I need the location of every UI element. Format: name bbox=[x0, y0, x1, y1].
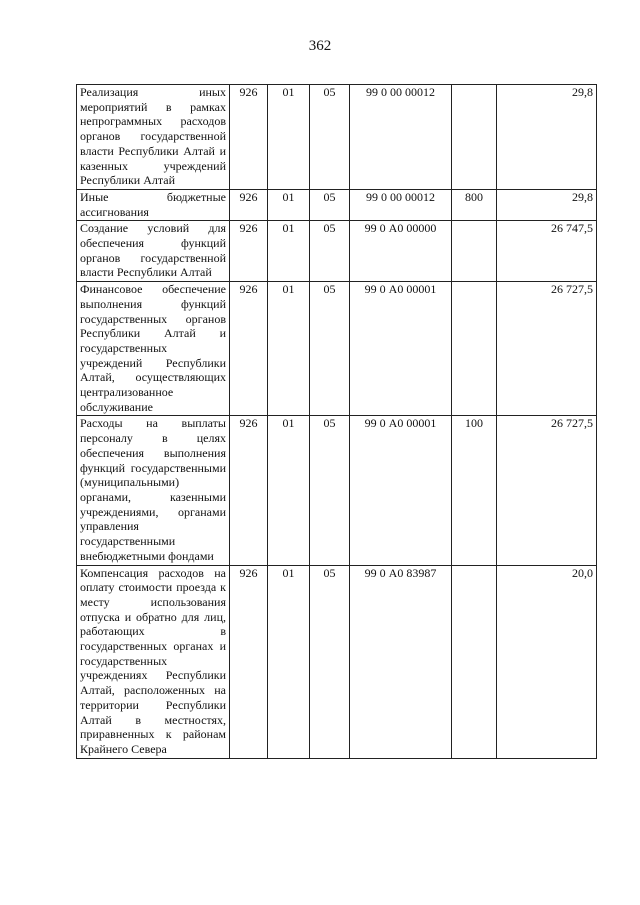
row-target-item-code: 99 0 00 00012 bbox=[350, 189, 452, 220]
row-subsection-code: 05 bbox=[310, 282, 350, 416]
table-row bbox=[77, 221, 597, 282]
row-target-item-code: 99 0 А0 00001 bbox=[350, 282, 452, 416]
row-grbs-code: 926 bbox=[230, 221, 268, 282]
row-target-item-code: 99 0 А0 83987 bbox=[350, 565, 452, 758]
row-grbs-code: 926 bbox=[230, 565, 268, 758]
row-amount: 29,8 bbox=[497, 85, 597, 190]
table-row bbox=[77, 189, 597, 220]
row-subsection-code: 05 bbox=[310, 189, 350, 220]
row-expense-type-code bbox=[452, 85, 497, 190]
row-section-code: 01 bbox=[268, 282, 310, 416]
row-amount: 26 727,5 bbox=[497, 282, 597, 416]
row-target-item-code: 99 0 А0 00001 bbox=[350, 416, 452, 565]
row-subsection-code: 05 bbox=[310, 416, 350, 565]
row-subsection-code: 05 bbox=[310, 565, 350, 758]
row-target-item-code: 99 0 А0 00000 bbox=[350, 221, 452, 282]
row-subsection-code: 05 bbox=[310, 85, 350, 190]
row-grbs-code: 926 bbox=[230, 85, 268, 190]
row-subsection-code: 05 bbox=[310, 221, 350, 282]
row-expense-type-code bbox=[452, 282, 497, 416]
row-section-code: 01 bbox=[268, 85, 310, 190]
row-grbs-code: 926 bbox=[230, 189, 268, 220]
row-name: Реализация иных мероприятий в рамках непрограммных расходов органов государственной власти Республики Алтай и казенных учреждений Республики Алтай bbox=[77, 85, 230, 190]
table-row bbox=[77, 565, 597, 758]
row-amount: 26 747,5 bbox=[497, 221, 597, 282]
page-number: 362 bbox=[308, 38, 332, 54]
row-name: Иные бюджетные ассигнования bbox=[77, 189, 230, 220]
table-row bbox=[77, 416, 597, 565]
row-expense-type-code bbox=[452, 565, 497, 758]
row-section-code: 01 bbox=[268, 221, 310, 282]
table-row bbox=[77, 85, 597, 190]
row-amount: 20,0 bbox=[497, 565, 597, 758]
table-row bbox=[77, 282, 597, 416]
row-expense-type-code: 800 bbox=[452, 189, 497, 220]
row-amount: 26 727,5 bbox=[497, 416, 597, 565]
row-section-code: 01 bbox=[268, 565, 310, 758]
row-amount: 29,8 bbox=[497, 189, 597, 220]
row-name: Компенсация расходов на оплату стоимости проезда к месту использования отпуска и обратно для лиц, работающих в государственных органах и государственных учреждениях Республики Алтай, расположенных на территории Республики Алтай в местностях, приравненных к районам Крайнего Севера bbox=[77, 565, 230, 758]
budget-table bbox=[76, 84, 597, 759]
row-target-item-code: 99 0 00 00012 bbox=[350, 85, 452, 190]
row-name: Финансовое обеспечение выполнения функций государственных органов Республики Алтай и государственных учреждений Республики Алтай, осуществляющих централизованное обслуживание bbox=[77, 282, 230, 416]
row-section-code: 01 bbox=[268, 189, 310, 220]
row-name: Создание условий для обеспечения функций органов государственной власти Республики Алтай bbox=[77, 221, 230, 282]
row-expense-type-code: 100 bbox=[452, 416, 497, 565]
row-name: Расходы на выплаты персоналу в целях обеспечения выполнения функций государственными (муниципальными) органами, казенными учреждениями, органами управления государственными внебюджетными фондами bbox=[77, 416, 230, 565]
row-expense-type-code bbox=[452, 221, 497, 282]
row-grbs-code: 926 bbox=[230, 416, 268, 565]
row-grbs-code: 926 bbox=[230, 282, 268, 416]
row-section-code: 01 bbox=[268, 416, 310, 565]
